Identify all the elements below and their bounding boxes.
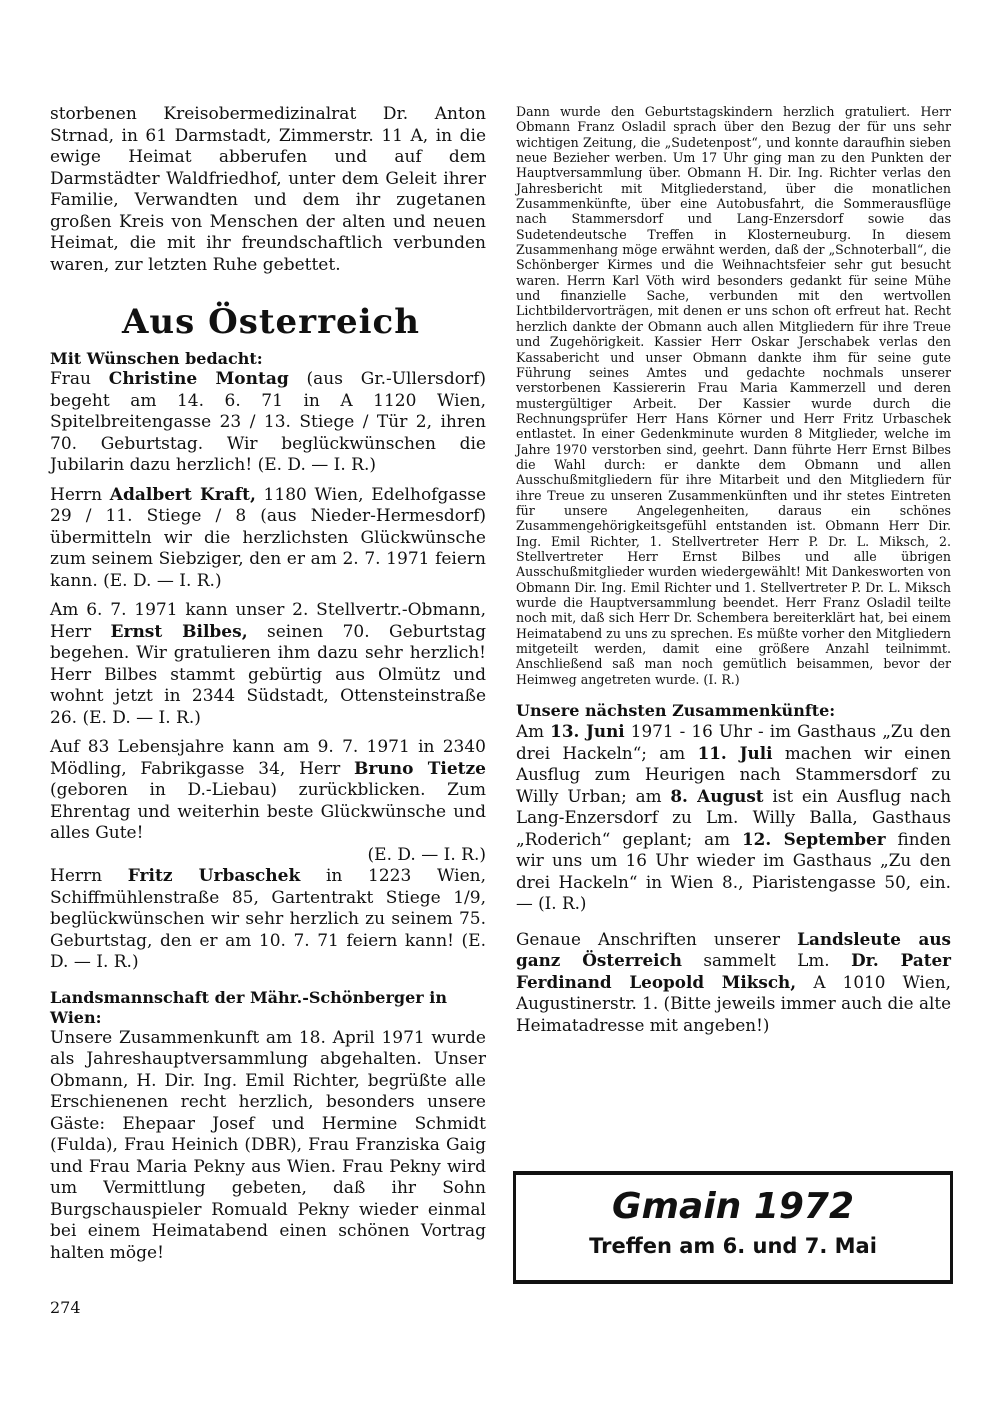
birthday-montag: Frau Christine Montag (aus Gr.-Ullersdorf) begeht am 14. 6. 71 in A 1120 Wien, Spitelbreitengasse 23 / 13. Stiege / Tür 2, ihren 70. Geburtstag. Wir beglückwünschen die Jubilarin dazu herzlich! (E. D. — I. R.) — [50, 369, 486, 475]
annual-meeting-report: Dann wurde den Geburtstagskindern herzlich gratuliert. Herr Obmann Franz Osladil sprach über den Bezug der für uns sehr wichtigen Zeitung, die „Sudetenpost“, und konnte daraufhin sieben neue Bezieher werben. Um 17 Uhr ging man zu den Punkten der Hauptversammlung über. Obmann H. Dir. Ing. Richter verlas den Jahresbericht mit Mitgliederstand, über die monatlichen Zusammenkünfte, über eine Autobusfahrt, die Sommerausflüge nach Stammersdorf und Lang-Enzersdorf sowie das Sudetendeutsche Treffen in Klosterneuburg. In diesem Zusammenhang möge erwähnt werden, daß der „Schnoterball“, die Schönberger Kirmes und die Weihnachtsfeier sehr gut besucht waren. Herrn Karl Vöth wird besonders gedankt für seine Mühe und finanzielle Sache, verbunden mit den wertvollen Lichtbildervorträgen, mit denen er uns schon oft erfreut hat. Recht herzlich dankte der Obmann auch allen Mitgliedern für ihre Treue und Zugehörigkeit. Kassier Herr Oskar Jerschabek verlas den Kassabericht und unser Obmann dankte ihm für seine gute Führung seines Amtes und gedachte nochmals unserer verstorbenen Kassiererin Frau Maria Kammerzell und deren mustergültiger Arbeit. Der Kassier wurde durch die Rechnungsprüfer Herr Hans Körner und Herr Fritz Urbaschek entlastet. In einer Gedenkminute wurden 8 Mitglieder, welche im Jahre 1970 verstorben sind, geehrt. Dann führte Herr Ernst Bilbes die Wahl durch: er dankte dem Obmann und allen Ausschußmitgliedern für ihre Mitarbeit und den Mitgliedern für ihre Treue zu unseren Zusammenkünften und ihr stetes Eintreten für unsere Angelegenheiten, daraus ein schönes Zusammengehörigkeitsgefühl entstanden ist. Obmann Herr Dir. Ing. Emil Richter, 1. Stellvertreter Herr P. Dr. L. Miksch, 2. Stellvertreter Herr Ernst Bilbes und alle übrigen Ausschußmitglieder wurden wiedergewählt! Mit Dankesworten von Obmann Dir. Ing. Emil Richter und 1. Stellvertreter P. Dr. L. Miksch wurde die Hauptversammlung beendet. Herr Franz Osladil teilte noch mit, daß sich Herr Dr. Schembera bereiterklärt hat, bei einem Heimatabend zu uns zu sprechen. Es müßte vorher den Mitgliedern mitgeteilt werden, damit eine größere Anzahl teilnimmt. Anschließend saß man noch gemütlich beisammen, bevor der Heimweg angetreten wurde. (I. R.) — [516, 104, 951, 687]
next-meetings-text: Am 13. Juni 1971 - 16 Uhr - im Gasthaus „Zu den drei Hackeln“; am 11. Juli machen wir einen Ausflug zum Heurigen nach Stammersdorf zu Willy Urban; am 8. August ist ein Ausflug nach Lang-Enzersdorf zu Lm. Willy Balla, Gasthaus „Roderich“ geplant; am 12. September finden wir uns um 16 Uhr wieder im Gasthaus „Zu den drei Hackeln“ in Wien 8., Piaristengasse 50, ein. — (I. R.) — [516, 721, 951, 914]
landsmannschaft-subheading: Landsmannschaft der Mähr.-Schönberger in Wien: — [50, 987, 447, 1027]
birthday-kraft: Herrn Adalbert Kraft, 1180 Wien, Edelhofgasse 29 / 11. Stiege / 8 (aus Nieder-Hermesdorf) übermitteln wir die herzlichsten Glückwünsche zum seinem Siebziger, den er am 2. 7. 1971 feiern kann. (E. D. — I. R.) — [50, 484, 487, 591]
addresses-notice: Genaue Anschriften unserer Landsleute aus ganz Österreich sammelt Lm. Dr. Pater Ferdinand Leopold Miksch, A 1010 Wien, Augustinerstr. 1. (Bitte jeweils immer auch die alte Heimatadresse mit angeben!) — [516, 928, 951, 1035]
next-meetings-subheading: Unsere nächsten Zusammenkünfte: — [516, 701, 836, 721]
birthday-tietze-signature: (E. D. — I. R.) — [367, 844, 486, 865]
right-column — [516, 104, 951, 1036]
obituary-text: storbenen Kreisobermedizinalrat Dr. Anton Strnad, in 61 Darmstadt, Zimmerstr. 11 A, in die ewige Heimat abberufen und auf dem Darmstädter Waldfriedhof, unter dem Geleit ihrer Familie, Verwandten und dem ihr zugetanen großen Kreis von Menschen der alten und neuen Heimat, die mit ihr freundschaftlich verbunden waren, zur letzten Ruhe gebettet. — [50, 104, 486, 275]
ad-subtitle: Treffen am 6. und 7. Mai — [589, 1234, 877, 1258]
page-number: 274 — [50, 1298, 81, 1317]
left-column — [50, 104, 486, 1264]
birthday-tietze: Auf 83 Lebensjahre kann am 9. 7. 1971 in 2340 Mödling, Fabrikgasse 34, Herr Bruno Tietze (geboren in D.-Liebau) zurückblicken. Zum Ehrentag und weiterhin beste Glückwünsche und alles Gute! — [50, 737, 486, 843]
meeting-report: Unsere Zusammenkunft am 18. April 1971 wurde als Jahreshauptversammlung abgehalten. Unser Obmann, H. Dir. Ing. Emil Richter, begrüßte alle Erschienenen recht herzlich, besonders unsere Gäste: Ehepaar Josef und Hermine Schmidt (Fulda), Frau Heinich (DBR), Frau Franziska Gaig und Frau Maria Pekny aus Wien. Frau Pekny wird um Vermittlung gebeten, daß ihr Sohn Burgschauspieler Romuald Pekny wieder einmal bei einem Heimatabend einen schönen Vortrag halten möge! — [50, 1027, 486, 1263]
ad-title: Gmain 1972 — [611, 1186, 855, 1227]
birthday-bilbes: Am 6. 7. 1971 kann unser 2. Stellvertr.-Obmann, Herr Ernst Bilbes, seinen 70. Geburtstag begehen. Wir gratulieren ihm dazu sehr herzlich! Herr Bilbes stammt gebürtig aus Olmütz und wohnt jetzt in 2344 Südstadt, Ottensteinstraße 26. (E. D. — I. R.) — [50, 600, 486, 728]
birthdays-subheading: Mit Wünschen bedacht: — [50, 349, 263, 368]
birthday-urbaschek: Herrn Fritz Urbaschek in 1223 Wien, Schiffmühlenstraße 85, Gartentrakt Stiege 1/9, beglückwünschen wir sehr herzlich zu seinem 75. Geburtstag, den er am 10. 7. 71 feiern kann! (E. D. — I. R.) — [50, 866, 486, 972]
section-heading: Aus Österreich — [122, 302, 420, 342]
gmain-advertisement — [513, 1171, 953, 1284]
